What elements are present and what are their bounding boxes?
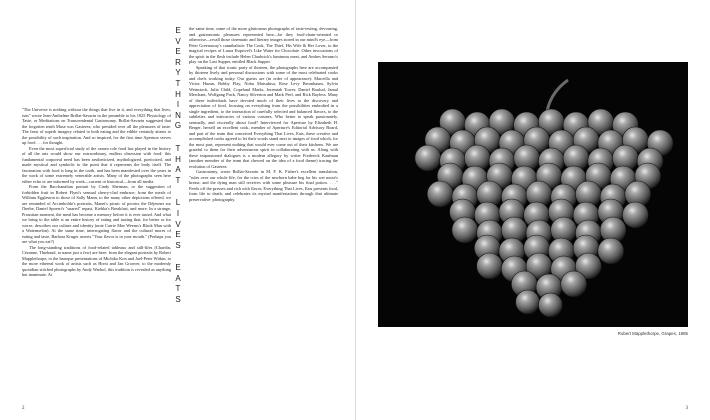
title-letter: Y	[175, 68, 181, 78]
title-letter: E	[175, 26, 181, 35]
body-paragraph: "The Universe is nothing without the things that live in it, and everything that lives, eats" wrote Jean-Anthelme Brillat-Savarin in the preamble to his 1825 Physiology of Taste, or Meditations on Transcendental Gastronomy. Brillat-Savarin suggested that the forgotten tenth Muse was Gasterea, who presided over all the pleasures of taste. The feast of superb imagery related to both eating and the edible certainly attests to the possibility of such inspiration. And so inspired, for the first time Aperture serves up food . . . for thought.	[22, 107, 171, 145]
body-paragraph: From the Bacchanalian portrait by Cindy Sherman, to the suggestion of forbidden fruit in Robert Flynt's sensual cherry-clad embrace; from the meals of William Eggleston to those of Sally Mann, to the many other depictions offered, we are reminded of Arcimboldo's portraits, Manet's picnic of picnics the Déjeuner sur l'herbe, Daniel Spoerri's "snared" repast, Kiebka's Breakfast, and more. In a strange, Proustian moment, the meal has become a memory before it is ever tasted. And what we bring to the table is an entire history of eating and tasting that, for better or for worse, describes our culture and identity (note Carrie Mae Weems's Black Man with a Watermelon). At the same time, interrogating flavor and the cultural mores of eating and taste, Barbara Kruger asserts "Your flavor is in your mouth." (Perhaps you are what you eat?)	[22, 184, 171, 244]
title-letter: S	[175, 295, 181, 305]
body-paragraph: Gastronomy, wrote Brillat-Savarin in M. F. K. Fisher's excellent translation, "rules over our whole life; for the cries of the newborn babe beg for his wet nurse's breast; and the dying man still receives with some pleasure his final potion. . . ." Feeds off the presses and rich with flavor, Everything That Lives, Eats presents food, from life to death, and celebrates its myriad manifestations through that ultimate preservative: photography.	[189, 169, 338, 202]
text-column-left	[22, 107, 171, 407]
title-letter: T	[175, 284, 181, 294]
title-letter: T	[175, 78, 181, 88]
grape	[538, 293, 562, 317]
right-page	[355, 0, 710, 420]
title-letter: N	[175, 110, 181, 120]
grape	[598, 238, 624, 264]
grape	[561, 271, 587, 297]
body-paragraph: The long-standing traditions of food-related tableaux and still-lifes (Chardin, Cézanne, Thiebaud, to name just a few) are here: from the elegant portraits by Robert Mapplethorpe, to the baroque presentations of Michiko Kon and Joel-Peter Witkin, to the more ethereal work of artists such as Horst and Jan Groover, to the modernly quotidian stitched photographs by Andy Warhol, this tradition is revealed as anything but inanimate. At	[22, 244, 171, 277]
body-paragraph: Speaking of that iconic party of thirteen, the photographs here are accompanied by thirteen lively and personal discussions with some of the most celebrated cooks and chefs working today. Our guests are (in order of appearance): Marcella and Victor Hazan, Bobby Flay, Nobu Matsuhisa, Rose Levy Beranbaum, Sylvia Weinstock, Julia Child, Copeland Marks, Jeremiah Tower, Daniel Boulud, Jamal Merchant, Wolfgang Puck, Nancy Silverton and Mark Peel, and Rick Bayless. Many of these individuals have devoted much of their lives to the discovery and appreciation of food, focusing on everything from the possibilities embodied in a single ingredient, to the interaction of carefully selected and balanced flavors, to the subtleties and intricacies of various cuisines. Who better to speak passionately, sensually, and viscerally about food? Interviewed for Aperture by Elizabeth H. Berger, herself an excellent cook, member of Aperture's Editorial Advisory Board, and part of the team that conceived Everything That Lives, Eats, these creative and accomplished cooks agreed to let their words stand next to images of food which, for the most part, represent nothing that would ever come out of their kitchens. We are grateful to them for their adventurous spirit in collaborating with us. Along with these impassioned dialogues is a modern allegory by writer Frederick Kaufman (another member of the team that chewed on the idea of a food theme) tracing the evolution of Gasterea.	[189, 64, 338, 169]
title-letter: V	[175, 219, 181, 229]
page-number-right: 3	[685, 406, 688, 411]
vertical-title	[172, 26, 184, 306]
title-letter: S	[175, 240, 181, 250]
title-letter: T	[175, 143, 181, 153]
text-column-right	[189, 26, 338, 412]
grape	[415, 145, 441, 171]
title-letter: E	[175, 47, 181, 57]
grape	[622, 202, 648, 228]
title-letter: A	[175, 273, 181, 283]
title-letter: A	[175, 165, 181, 175]
title-letter: I	[176, 208, 180, 218]
page-number-left: 2	[22, 406, 25, 411]
title-letter: E	[175, 263, 181, 273]
grape	[477, 253, 503, 279]
grapes-illustration	[378, 62, 688, 327]
title-letter: V	[175, 36, 181, 46]
title-letter: G	[174, 121, 182, 131]
title-letter: L	[175, 198, 181, 208]
title-letter: T	[175, 175, 181, 185]
grape	[452, 217, 478, 243]
title-letter: R	[175, 57, 181, 67]
title-letter: H	[175, 154, 181, 164]
grape	[516, 290, 540, 314]
title-letter: I	[176, 100, 180, 110]
photo-caption: Robert Mapplethorpe, Grapes, 1985	[617, 331, 688, 336]
body-paragraph: Even the most superficial study of the cameo role food has played in the history of all the arts would show our extraordinary, endless obsession with food: this fundamental corporeal need has been aestheticized, mythologized, poeticized, and made mystical and symbolic to the point that it represents the body itself. The fascination with food is long in the tooth, and has been manifested over the years in the work of some extremely venerable artists. Many of the photographs seen here either echo or are informed by work—current or historical—from all media.	[22, 145, 171, 184]
title-letter: E	[175, 230, 181, 240]
grape	[427, 181, 453, 207]
title-letter: H	[175, 89, 181, 99]
body-paragraph: the same time, some of the more gluttonous photographs of taste-testing, devouring, and gastronomic pleasures represented here—be they food-chain-oriented or otherwise—recall those cinematic and literary images stored in our mind's eye—from Peter Greenaway's cannibalistic The Cook, The Thief, His Wife & Her Lover, to the magical recipes of Laura Esquivel's Like Water for Chocolate. Other invocations of the spirit in the flesh include Helen Chadwick's luminous meat, and Andres Serrano's play on the Last Supper, entitled Black Supper.	[189, 26, 338, 64]
grapes-photograph	[378, 62, 688, 327]
